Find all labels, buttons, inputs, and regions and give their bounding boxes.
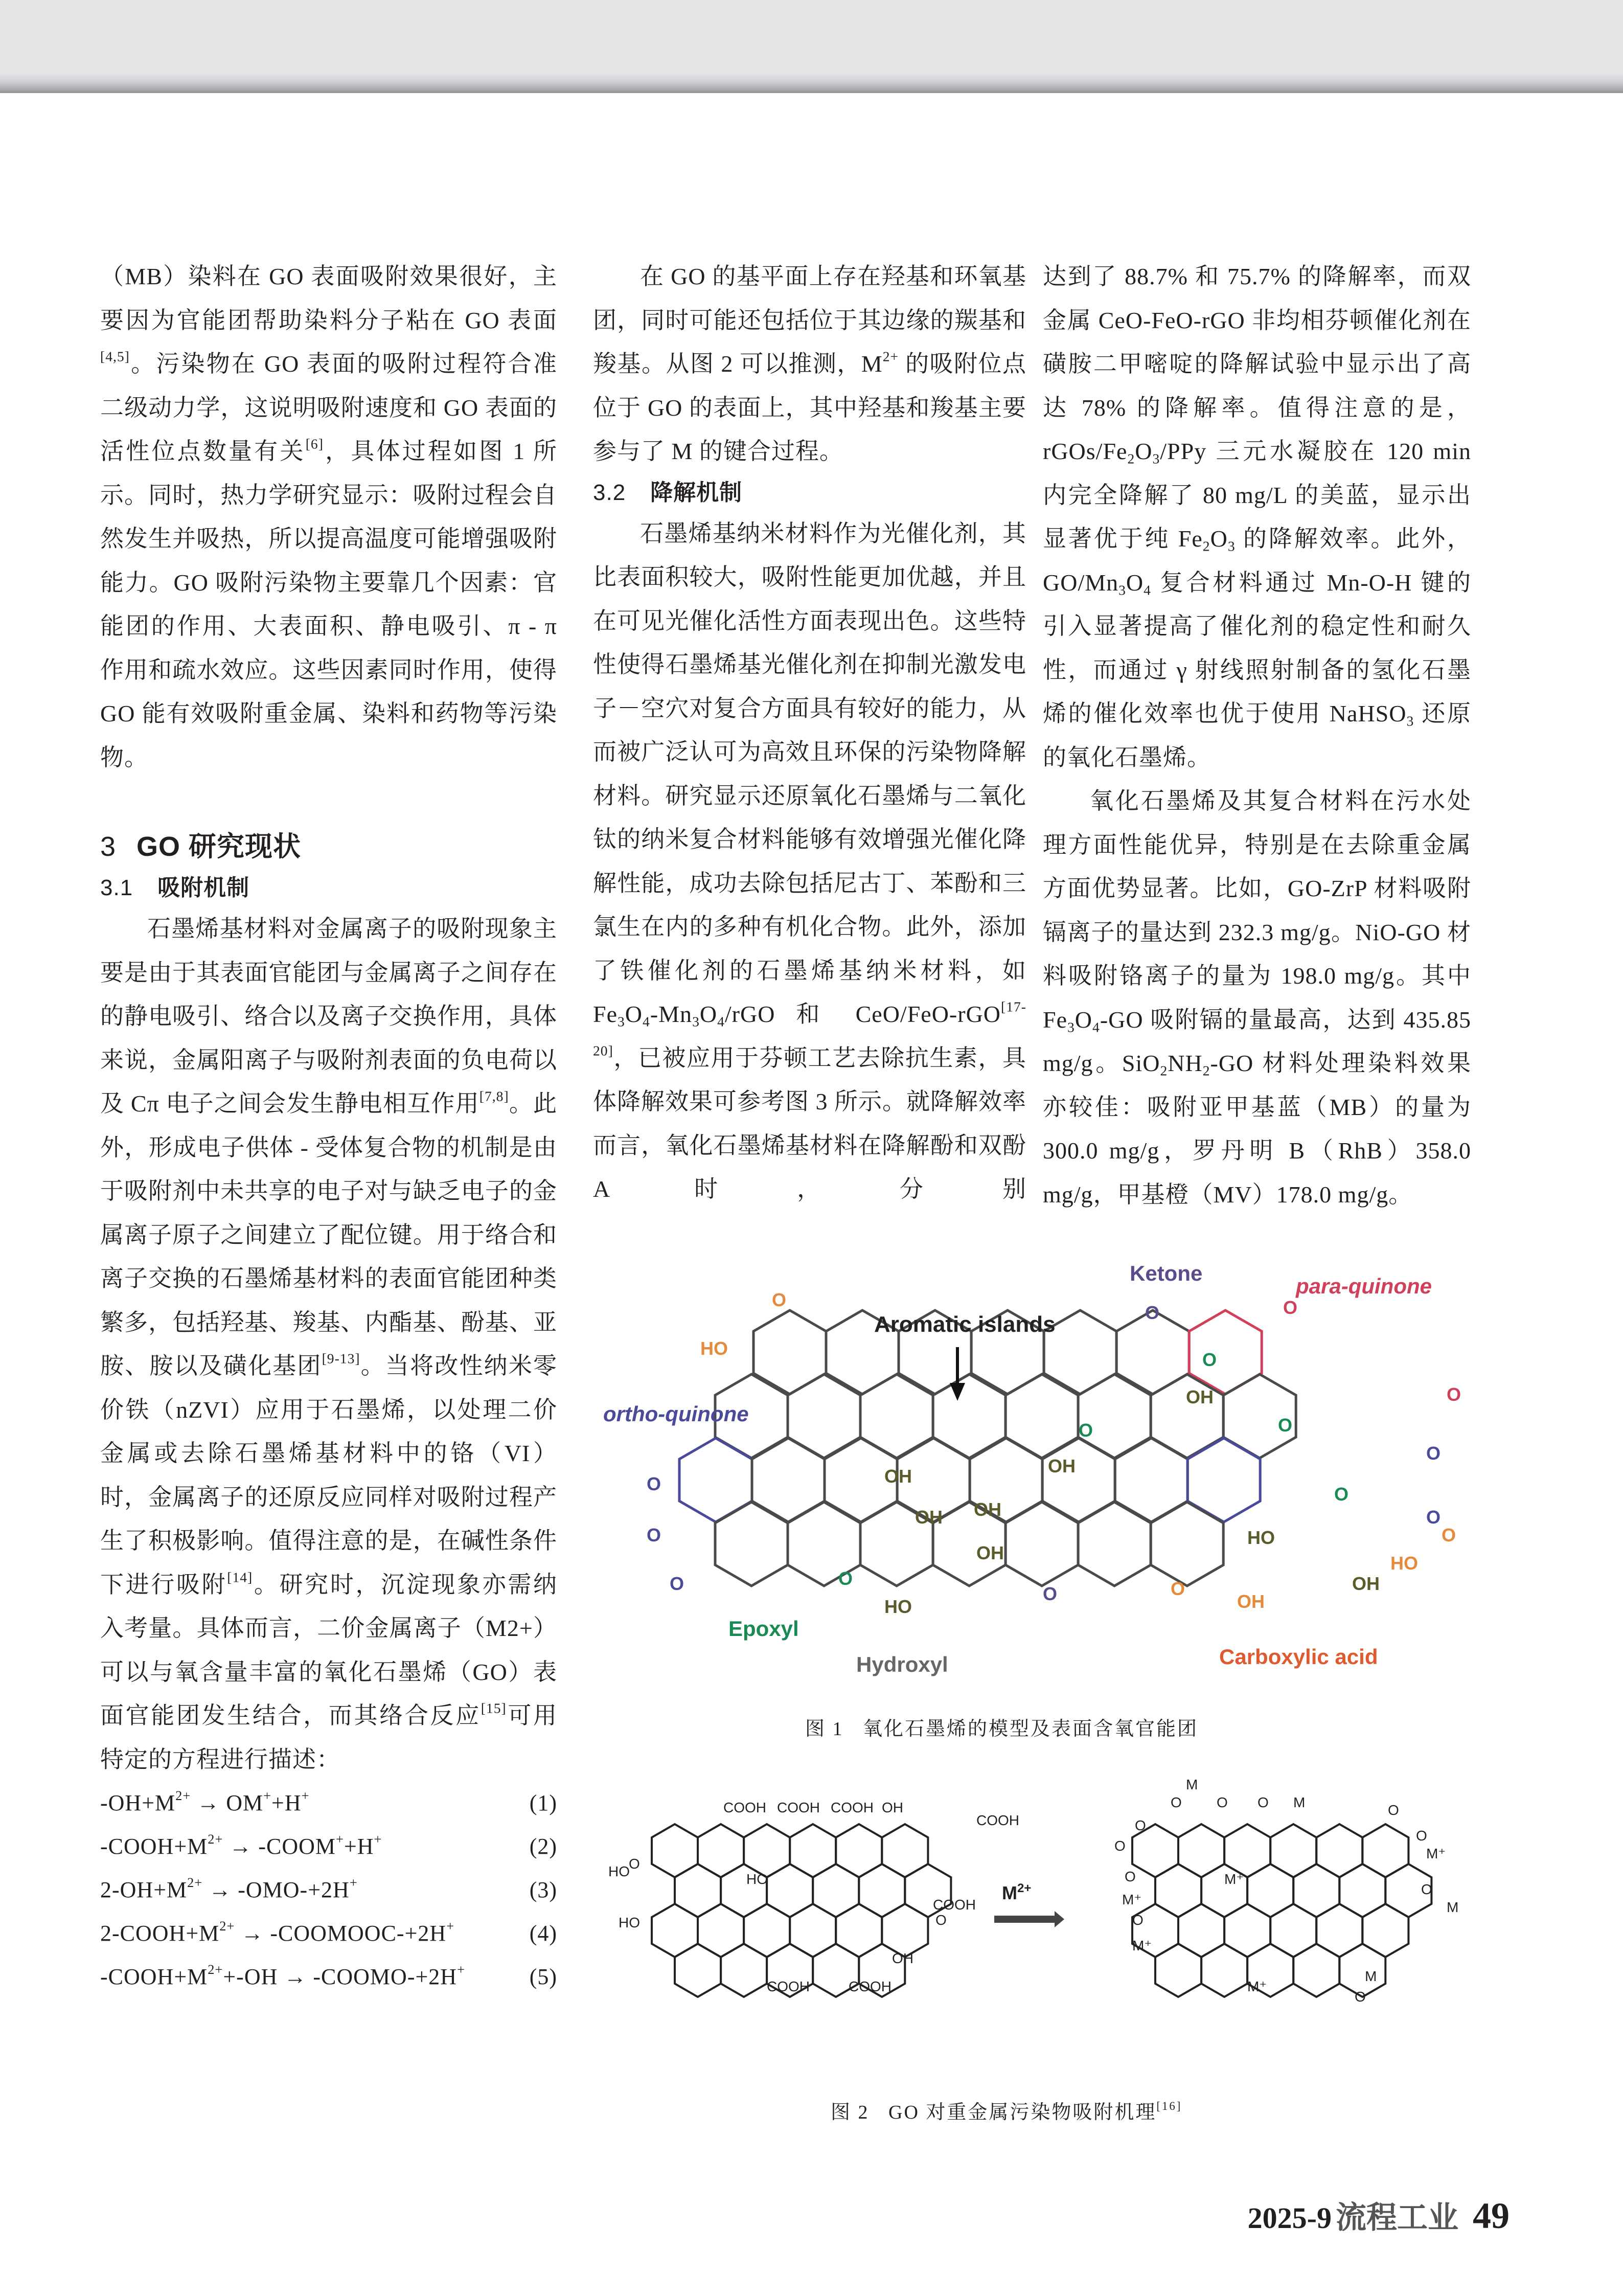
paragraph-degradation-rates: 达到了 88.7% 和 75.7% 的降解率，而双金属 CeO-FeO-rGO 非均相芬顿催化剂在磺胺二甲嘧啶的降解试验中显示出了高达 78% 的降解率。值得注意的是，rGOs/$Fe_2O_3$/PPy 三元水凝胶在 120 min 内完全降解了 80 mg/L 的美蓝，显示出显著优于纯 $Fe_2O_3$ 的降解效率。此外，$GO/Mn_3O_4$ 复合材料通过 Mn-O-H 键的引入显著提高了催化剂的稳定性和耐久性，而通过 γ 射线照射制备的氢化石墨烯的催化效率也优于使用 NaHSO$_3$ 还原的氧化石墨烯。	[1043, 263, 1472, 770]
group-label: M	[1293, 1794, 1306, 1810]
atom-label: O	[1145, 1302, 1160, 1323]
paragraph-adsorption-sites: 在 GO 的基平面上存在羟基和环氧基团，同时可能还包括位于其边缘的羰基和羧基。从图 2 可以推测，$M^{2+}$ 的吸附位点位于 GO 的表面上，其中羟基和羧基主要参与了 M 的键合过程。	[593, 263, 1026, 464]
group-label: HO	[619, 1915, 640, 1930]
equation-number: (4)	[529, 1921, 557, 1946]
group-label: HO	[608, 1863, 630, 1879]
hexagon-ring	[1270, 1904, 1316, 1957]
group-label: HO	[746, 1871, 768, 1887]
citation: [16]	[1156, 2099, 1182, 2112]
page-header-band	[0, 0, 1623, 93]
equation-number: (5)	[529, 1964, 557, 1989]
hexagon-ring	[1293, 1864, 1339, 1917]
atom-label: O	[1202, 1349, 1217, 1370]
group-label: M⁺	[1426, 1846, 1446, 1861]
page-number: 49	[1473, 2195, 1510, 2236]
group-label: COOH	[777, 1800, 820, 1815]
equation-list	[100, 1781, 557, 1998]
atom-label: OH	[1186, 1386, 1214, 1407]
hexagon-ring	[790, 1904, 836, 1957]
equation: $-COOH+M^{2+}$ → -COOM++H+ (2)	[100, 1825, 557, 1868]
go-after-structure	[1132, 1824, 1431, 1997]
hexagon-ring	[767, 1864, 813, 1917]
equation: $2-COOH+M^{2+}$ → -COOMOOC-+2H+ (4)	[100, 1912, 557, 1955]
label-ortho-quinone: ortho-quinone	[603, 1402, 749, 1426]
atom-label: OH	[1048, 1456, 1076, 1476]
atom-label: O	[1334, 1484, 1349, 1505]
group-label: O	[1258, 1794, 1269, 1810]
group-label: O	[1217, 1794, 1228, 1810]
citation: [17-20]	[593, 998, 1026, 1058]
column-right	[1043, 255, 1471, 1216]
figure-2-caption: 图 2 GO 对重金属污染物吸附机理[16]	[831, 2099, 1182, 2123]
group-label: O	[1388, 1802, 1399, 1818]
group-label: COOH	[723, 1800, 766, 1815]
hexagon-ring	[675, 1864, 721, 1917]
atom-label: O	[838, 1568, 853, 1589]
hexagon-ring	[836, 1824, 882, 1877]
reaction-arrow-shaft	[994, 1916, 1056, 1923]
hexagon-ring	[1293, 1944, 1339, 1997]
equation-number: (2)	[529, 1834, 557, 1859]
label-carboxylic-acid: Carboxylic acid	[1219, 1645, 1378, 1669]
citation: [15]	[481, 1700, 507, 1716]
group-label: COOH	[849, 1979, 891, 1994]
arrow-label-m2plus: $M^{2+}$	[1002, 1881, 1032, 1903]
group-label: M	[1447, 1899, 1459, 1915]
atom-label: O	[1171, 1578, 1185, 1599]
group-label: COOH	[976, 1812, 1019, 1828]
atom-label: O	[1442, 1525, 1456, 1545]
citation: [9-13]	[322, 1350, 360, 1367]
reaction-arrow-head-icon	[1055, 1911, 1064, 1927]
atom-label: HO	[1390, 1553, 1418, 1574]
hexagon-ring	[1224, 1824, 1270, 1877]
hexagon-ring	[1316, 1904, 1362, 1957]
atom-label: HO	[1247, 1527, 1275, 1548]
group-label: M	[1186, 1777, 1198, 1792]
atom-label: OH	[976, 1542, 1004, 1563]
figure-2-adsorption-mechanism	[598, 1759, 1477, 2086]
atom-label: HO	[700, 1338, 728, 1359]
hexagon-ring	[1270, 1824, 1316, 1877]
group-label: O	[1171, 1794, 1182, 1810]
group-label: COOH	[767, 1979, 810, 1994]
group-label: O	[1355, 1989, 1366, 2005]
atom-label: O	[1447, 1384, 1461, 1405]
atom-label: O	[647, 1473, 661, 1494]
group-label: O	[935, 1912, 947, 1928]
hexagon-ring	[1362, 1824, 1408, 1877]
atom-label: O	[1278, 1415, 1293, 1436]
column-middle	[593, 255, 1026, 1211]
hexagon-ring	[698, 1824, 744, 1877]
go-structure-diagram	[598, 1232, 1467, 1702]
group-label: O	[1114, 1838, 1126, 1854]
hexagon-ring	[744, 1904, 790, 1957]
citation: [14]	[227, 1568, 253, 1585]
citation: [6]	[305, 436, 324, 452]
hexagon-ring	[813, 1864, 859, 1917]
hexagon-ring	[859, 1864, 905, 1917]
paragraph-adsorption-mechanism: 石墨烯基材料对金属离子的吸附现象主要是由于其表面官能团与金属离子之间存在的静电吸引、络合以及离子交换作用，具体来说，金属阳离子与吸附剂表面的负电荷以及 Cπ 电子之间会发生静电相互作用[7,8]。此外，形成电子供体 - 受体复合物的机制是由于吸附剂中未共享的电子对与缺乏电子的金属离子原子之间建立了配位键。用于络合和离子交换的石墨烯基材料的表面官能团种类繁多，包括羟基、羧基、内酯基、酚基、亚胺、胺以及磺化基团[9-13]。当将改性纳米零价铁（nZVI）应用于石墨烯，以处理二价金属或去除石墨烯基材料中的铬（VI）时，金属离子的还原反应同样对吸附过程产生了积极影响。值得注意的是，在碱性条件下进行吸附[14]。研究时，沉淀现象亦需纳入考量。具体而言，二价金属离子（M2+）可以与氧含量丰富的氧化石墨烯（GO）表面官能团发生结合，而其络合反应[15]可用特定的方程进行描述：	[100, 916, 558, 1772]
group-label: M⁺	[1247, 1979, 1267, 1994]
group-label: COOH	[831, 1800, 874, 1815]
section-heading-3: 3 GO 研究现状	[100, 831, 302, 862]
atom-label: O	[1426, 1507, 1441, 1528]
adsorption-mechanism-diagram	[598, 1759, 1477, 2086]
section-heading-3-2: 3.2 降解机制	[593, 480, 743, 505]
group-label: M⁺	[1224, 1871, 1244, 1887]
column-left	[100, 255, 557, 1998]
hexagon-ring	[652, 1824, 698, 1877]
hexagon-ring	[1224, 1904, 1270, 1957]
group-label: O	[1421, 1881, 1432, 1897]
hexagon-ring	[1178, 1824, 1224, 1877]
group-label: M	[1365, 1968, 1377, 1984]
page-footer	[1248, 2193, 1510, 2237]
equation-number: (1)	[529, 1790, 557, 1815]
journal-name: 流程工业	[1336, 2201, 1458, 2235]
group-label: O	[1135, 1817, 1146, 1833]
hexagon-ring	[1339, 1864, 1385, 1917]
group-label: O	[1416, 1828, 1427, 1844]
group-label: OH	[882, 1800, 903, 1815]
label-para-quinone: para-quinone	[1296, 1274, 1432, 1298]
hexagon-ring	[1155, 1864, 1201, 1917]
group-label: M⁺	[1132, 1938, 1152, 1953]
group-label: COOH	[933, 1897, 976, 1913]
atom-label: O	[1079, 1420, 1093, 1441]
section-heading-3-1: 3.1 吸附机制	[100, 875, 250, 900]
hexagon-ring	[1362, 1904, 1408, 1957]
figure-1-caption: 图 1 氧化石墨烯的模型及表面含氧官能团	[805, 1718, 1199, 1740]
hexagon-ring	[1316, 1824, 1362, 1877]
label-ketone: Ketone	[1130, 1261, 1203, 1285]
hexagon-ring	[721, 1944, 767, 1997]
group-label: O	[629, 1856, 640, 1872]
atom-label: O	[772, 1289, 787, 1310]
hexagon-ring	[1178, 1904, 1224, 1957]
paragraph-go-adsorption: （MB）染料在 GO 表面吸附效果很好，主要因为官能团帮助染料分子粘在 GO 表面[4,5]。污染物在 GO 表面的吸附过程符合准二级动力学，这说明吸附速度和 GO 表面的活性位点数量有关[6]，具体过程如图 1 所示。同时，热力学研究显示：吸附过程会自然发生并吸热，所以提高温度可能增强吸附能力。GO 吸附污染物主要靠几个因素：官能团的作用、大表面积、静电吸引、π - π 作用和疏水效应。这些因素同时作用，使得 GO 能有效吸附重金属、染料和药物等污染物。	[100, 263, 558, 770]
atom-label: HO	[884, 1596, 912, 1617]
equation: $-OH+M^{2+} \to OM^++H^+$ (1)	[100, 1781, 557, 1825]
group-label: O	[1125, 1869, 1136, 1884]
atom-label: OH	[974, 1499, 1001, 1520]
go-before-structure	[652, 1824, 951, 1997]
equation-number: (3)	[529, 1877, 557, 1902]
citation: [4,5]	[100, 348, 130, 365]
group-label: M⁺	[1122, 1892, 1142, 1907]
atom-label: O	[1426, 1443, 1441, 1464]
hexagon-ring	[675, 1944, 721, 1997]
hexagon-ring	[836, 1904, 882, 1957]
arrow-head-icon	[950, 1383, 965, 1401]
group-label: OH	[892, 1950, 913, 1966]
atom-label: OH	[884, 1466, 912, 1487]
atom-label: OH	[915, 1507, 943, 1528]
hexagon-ring	[790, 1824, 836, 1877]
atom-label: O	[1283, 1297, 1298, 1318]
figure-1-go-model	[598, 1232, 1467, 1702]
hexagon-ring	[744, 1824, 790, 1877]
hexagon-ring	[882, 1824, 928, 1877]
hexagon-ring	[698, 1904, 744, 1957]
hexagon-ring	[1247, 1864, 1293, 1917]
hexagon-ring	[1201, 1944, 1247, 1997]
citation: [7,8]	[479, 1088, 509, 1104]
atom-label: OH	[1352, 1573, 1380, 1594]
paragraph-wastewater-treatment: 氧化石墨烯及其复合材料在污水处理方面性能优异，特别是在去除重金属方面优势显著。比如，GO-ZrP 材料吸附镉离子的量达到 232.3 mg/g。NiO-GO 材料吸附铬离子的量为 198.0 mg/g。其中 $Fe_3O_4-GO$ 吸附镉的量最高，达到 435.85 mg/g。$SiO_2NH_2-GO$ 材料处理染料效果亦较佳：吸附亚甲基蓝（MB）的量为 300.0 mg/g，罗丹明 B（RhB）358.0 mg/g，甲基橙（MV）178.0 mg/g。	[1043, 788, 1471, 1208]
atom-label: O	[647, 1525, 661, 1545]
label-hydroxyl: Hydroxyl	[856, 1652, 948, 1676]
equation: $-COOH+M^{2+}+-OH$ → -COOMO-+2H+ (5)	[100, 1955, 557, 1998]
hexagon-ring	[882, 1904, 928, 1957]
hexagon-ring	[1155, 1944, 1201, 1997]
label-aromatic-islands: Aromatic islands	[874, 1312, 1056, 1337]
atom-label: OH	[1237, 1591, 1265, 1612]
hexagon-ring	[652, 1904, 698, 1957]
equation: $2-OH+M^{2+} \to -OMO-+2H^+$ (3)	[100, 1868, 557, 1912]
atom-label: O	[1043, 1583, 1058, 1604]
atom-label: O	[670, 1573, 684, 1594]
issue-date: 2025-9	[1247, 2201, 1332, 2235]
group-label: O	[1132, 1912, 1144, 1928]
label-epoxyl: Epoxyl	[728, 1617, 799, 1641]
paragraph-degradation-mechanism: 石墨烯基纳米材料作为光催化剂，其比表面积较大，吸附性能更加优越，并且在可见光催化活性方面表现出色。这些特性使得石墨烯基光催化剂在抑制光激发电子－空穴对复合方面具有较好的能力，从而被广泛认可为高效且环保的污染物降解材料。研究显示还原氧化石墨烯与二氧化钛的纳米复合材料能够有效增强光催化降解性能，成功去除包括尼古丁、苯酚和三氯生在内的多种有机化合物。此外，添加了铁催化剂的石墨烯基纳米材料，如 $Fe_3O_4-Mn_3O_4$/rGO 和 CeO/FeO-rGO[17-20]，已被应用于芬顿工艺去除抗生素，具体降解效果可参考图 3 所示。就降解效率而言，氧化石墨烯基材料在降解酚和双酚 A 时，分别	[593, 520, 1026, 1202]
